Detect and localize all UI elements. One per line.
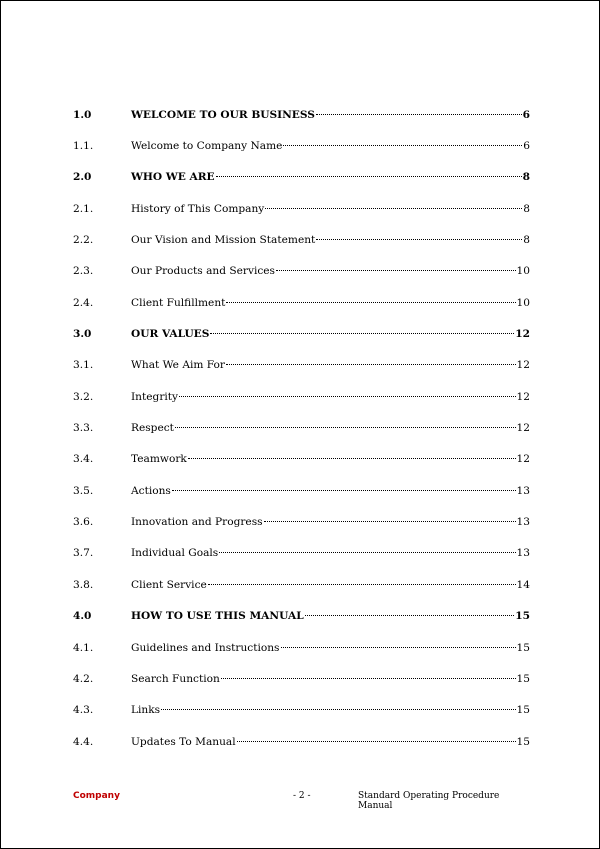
toc-entry-page: 8 — [523, 234, 530, 247]
toc-entry-title: Actions — [131, 484, 171, 497]
toc-entry-title: History of This Company — [131, 202, 265, 215]
toc-entry-line — [131, 736, 530, 748]
toc-entry-line — [131, 453, 530, 465]
toc-dot-leader — [161, 709, 515, 710]
table-of-contents — [73, 99, 530, 757]
toc-entry-number: 3.0 — [73, 328, 92, 341]
toc-dot-leader — [276, 270, 516, 271]
toc-dot-leader — [226, 302, 515, 303]
toc-entry-line — [131, 297, 530, 309]
toc-entry-page: 13 — [516, 516, 530, 529]
toc-dot-leader — [316, 239, 522, 240]
toc-entry-number: 4.1. — [73, 641, 94, 654]
toc-entry-title: Links — [131, 704, 161, 717]
footer-page-number: - 2 - — [293, 791, 311, 801]
toc-entry-page: 6 — [523, 140, 530, 153]
toc-entry-number: 2.0 — [73, 171, 92, 184]
toc-entry-number: 3.8. — [73, 578, 94, 591]
toc-entry-page: 13 — [516, 547, 530, 560]
toc-entry-line — [131, 203, 530, 215]
toc-subsection-entry[interactable] — [73, 412, 530, 443]
toc-dot-leader — [305, 615, 515, 616]
toc-dot-leader — [210, 333, 514, 334]
toc-entry-line — [131, 391, 530, 403]
toc-subsection-entry[interactable] — [73, 224, 530, 255]
toc-entry-title: Client Fulfillment — [131, 296, 226, 309]
toc-entry-line — [131, 547, 530, 559]
toc-entry-title: Welcome to Company Name — [131, 140, 283, 153]
toc-entry-line — [131, 516, 530, 528]
toc-entry-number: 3.3. — [73, 422, 94, 435]
toc-entry-line — [131, 422, 530, 434]
toc-entry-number: 2.4. — [73, 296, 94, 309]
toc-section-entry[interactable] — [73, 162, 530, 193]
toc-dot-leader — [264, 521, 516, 522]
toc-entry-line — [131, 673, 530, 685]
toc-entry-page: 15 — [515, 610, 530, 623]
toc-subsection-entry[interactable] — [73, 287, 530, 318]
toc-dot-leader — [226, 364, 516, 365]
toc-entry-line — [131, 171, 530, 183]
toc-entry-line — [131, 704, 530, 716]
toc-dot-leader — [208, 584, 516, 585]
toc-section-entry[interactable] — [73, 99, 530, 130]
toc-subsection-entry[interactable] — [73, 444, 530, 475]
toc-section-entry[interactable] — [73, 318, 530, 349]
toc-subsection-entry[interactable] — [73, 475, 530, 506]
toc-subsection-entry[interactable] — [73, 381, 530, 412]
toc-subsection-entry[interactable] — [73, 350, 530, 381]
toc-entry-title: OUR VALUES — [131, 328, 210, 341]
toc-entry-page: 15 — [516, 704, 530, 717]
toc-entry-title: Client Service — [131, 578, 207, 591]
toc-subsection-entry[interactable] — [73, 632, 530, 663]
toc-entry-page: 12 — [516, 453, 530, 466]
toc-entry-line — [131, 234, 530, 246]
toc-entry-page: 13 — [516, 484, 530, 497]
toc-entry-number: 3.6. — [73, 516, 94, 529]
toc-subsection-entry[interactable] — [73, 726, 530, 757]
toc-entry-page: 14 — [516, 578, 530, 591]
toc-subsection-entry[interactable] — [73, 256, 530, 287]
toc-entry-title: WHO WE ARE — [131, 171, 215, 184]
toc-dot-leader — [188, 458, 516, 459]
toc-entry-page: 8 — [522, 171, 530, 184]
toc-entry-line — [131, 579, 530, 591]
toc-dot-leader — [265, 208, 522, 209]
toc-subsection-entry[interactable] — [73, 663, 530, 694]
toc-subsection-entry[interactable] — [73, 506, 530, 537]
toc-entry-page: 15 — [516, 735, 530, 748]
toc-entry-title: Respect — [131, 422, 174, 435]
toc-dot-leader — [237, 741, 516, 742]
toc-subsection-entry[interactable] — [73, 130, 530, 161]
toc-dot-leader — [316, 114, 522, 115]
toc-section-entry[interactable] — [73, 601, 530, 632]
toc-entry-title: Integrity — [131, 390, 179, 403]
toc-entry-title: What We Aim For — [131, 359, 225, 372]
toc-dot-leader — [179, 396, 516, 397]
toc-entry-page: 8 — [523, 202, 530, 215]
toc-entry-title: HOW TO USE THIS MANUAL — [131, 610, 304, 623]
toc-entry-page: 15 — [516, 641, 530, 654]
toc-entry-number: 1.0 — [73, 108, 92, 121]
toc-subsection-entry[interactable] — [73, 538, 530, 569]
toc-dot-leader — [216, 176, 522, 177]
toc-entry-number: 2.3. — [73, 265, 94, 278]
toc-entry-line — [131, 610, 530, 622]
toc-dot-leader — [175, 427, 516, 428]
toc-entry-number: 3.5. — [73, 484, 94, 497]
toc-entry-title: Search Function — [131, 672, 220, 685]
toc-subsection-entry[interactable] — [73, 569, 530, 600]
toc-dot-leader — [221, 678, 516, 679]
footer-document-title: Standard Operating Procedure Manual — [358, 791, 500, 811]
toc-entry-title: Guidelines and Instructions — [131, 641, 280, 654]
toc-entry-title: Individual Goals — [131, 547, 219, 560]
toc-entry-number: 3.4. — [73, 453, 94, 466]
toc-subsection-entry[interactable] — [73, 695, 530, 726]
toc-entry-line — [131, 109, 530, 121]
toc-dot-leader — [172, 490, 516, 491]
toc-entry-title: Our Products and Services — [131, 265, 275, 278]
toc-entry-title: Our Vision and Mission Statement — [131, 234, 316, 247]
footer-company: Company — [73, 791, 120, 801]
toc-entry-page: 12 — [516, 422, 530, 435]
toc-entry-number: 1.1. — [73, 140, 94, 153]
toc-entry-line — [131, 140, 530, 152]
toc-entry-page: 15 — [516, 672, 530, 685]
toc-entry-page: 10 — [516, 296, 530, 309]
toc-entry-number: 4.4. — [73, 735, 94, 748]
toc-entry-number: 3.1. — [73, 359, 94, 372]
toc-entry-title: Updates To Manual — [131, 735, 236, 748]
toc-dot-leader — [281, 647, 516, 648]
toc-entry-line — [131, 485, 530, 497]
toc-entry-number: 2.1. — [73, 202, 94, 215]
toc-dot-leader — [219, 552, 515, 553]
toc-entry-page: 10 — [516, 265, 530, 278]
toc-entry-title: Innovation and Progress — [131, 516, 263, 529]
toc-entry-page: 12 — [516, 390, 530, 403]
toc-entry-page: 6 — [522, 108, 530, 121]
toc-entry-line — [131, 328, 530, 340]
toc-entry-number: 3.7. — [73, 547, 94, 560]
toc-entry-line — [131, 265, 530, 277]
toc-subsection-entry[interactable] — [73, 193, 530, 224]
toc-entry-line — [131, 359, 530, 371]
toc-entry-number: 2.2. — [73, 234, 94, 247]
toc-entry-page: 12 — [515, 328, 530, 341]
toc-entry-title: WELCOME TO OUR BUSINESS — [131, 108, 315, 121]
toc-entry-number: 4.3. — [73, 704, 94, 717]
toc-entry-title: Teamwork — [131, 453, 187, 466]
toc-dot-leader — [283, 145, 522, 146]
toc-entry-line — [131, 642, 530, 654]
toc-entry-number: 4.0 — [73, 610, 92, 623]
toc-entry-number: 3.2. — [73, 390, 94, 403]
toc-entry-number: 4.2. — [73, 672, 94, 685]
toc-entry-page: 12 — [516, 359, 530, 372]
